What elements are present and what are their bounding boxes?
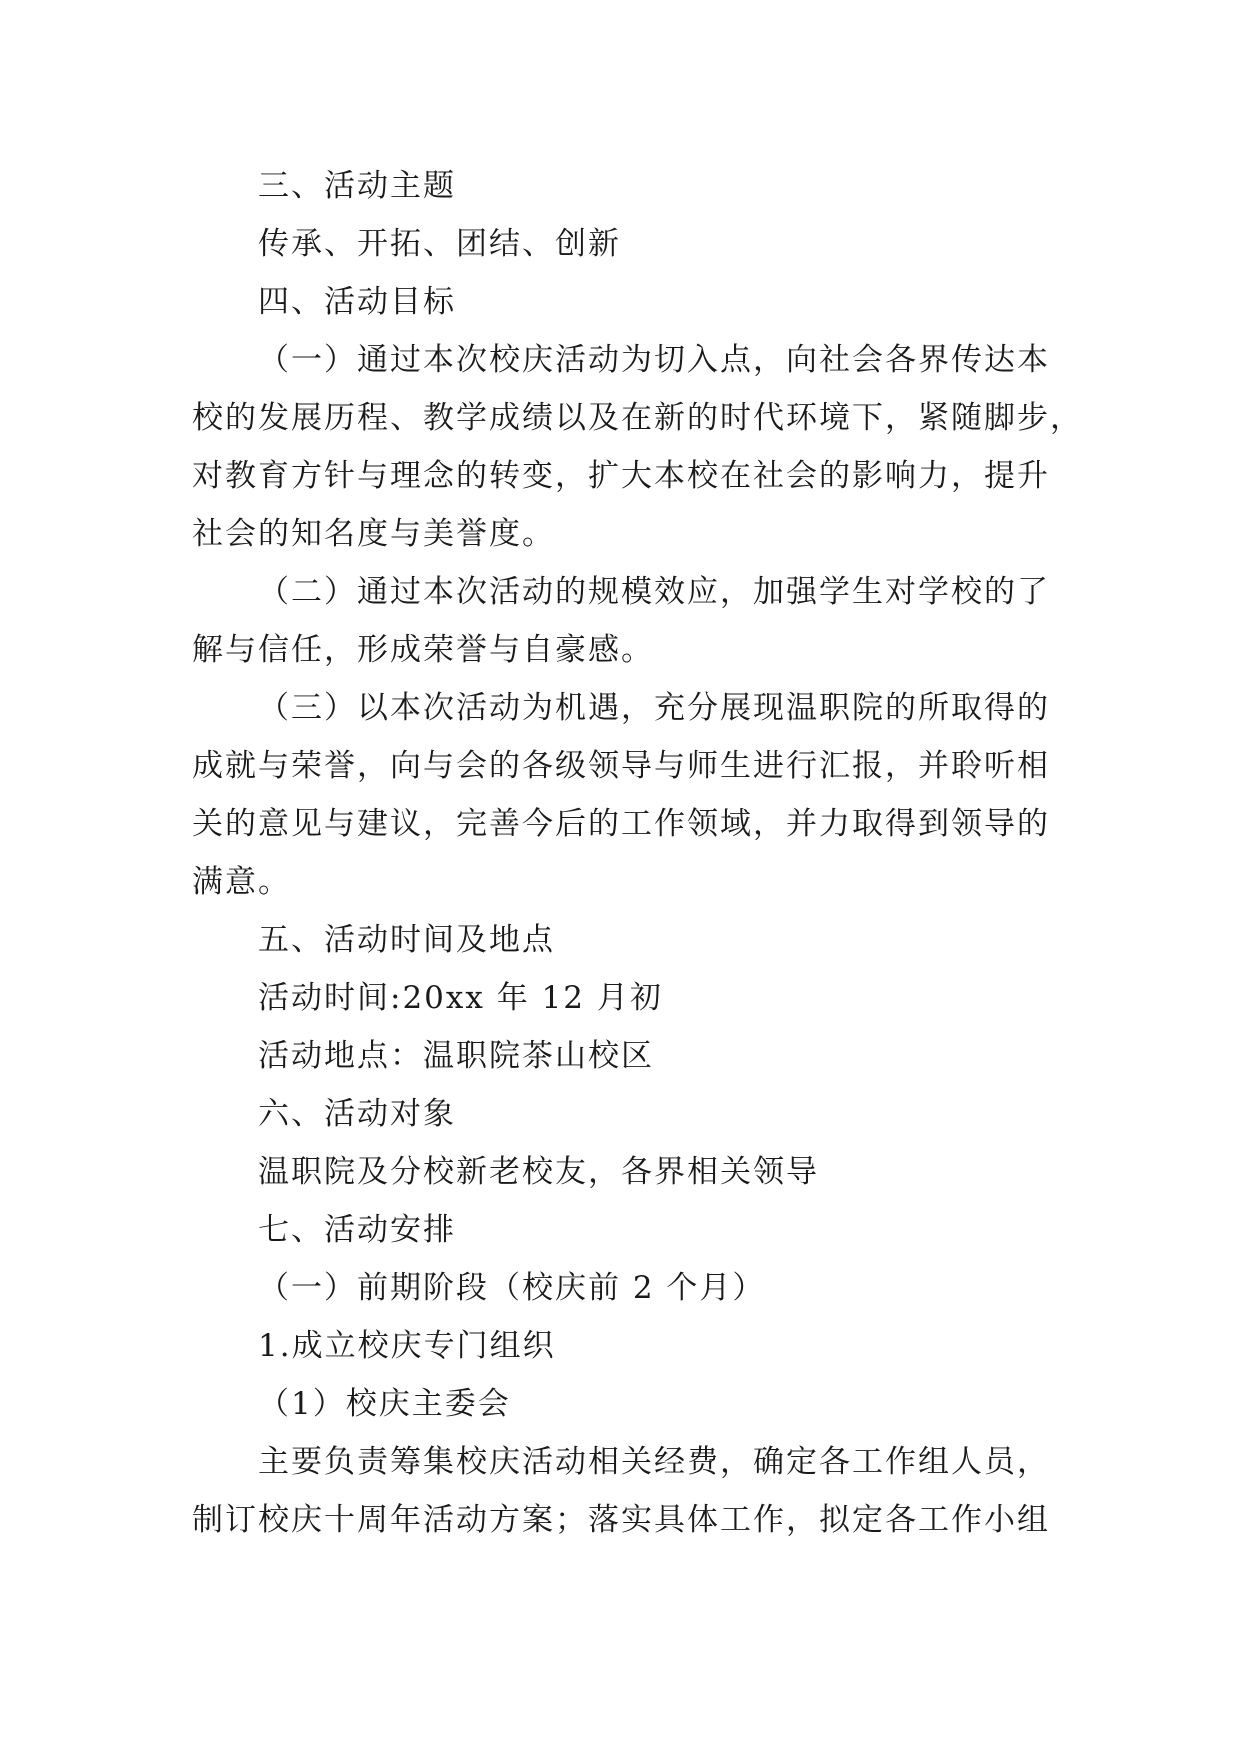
paragraph-line: 解与信任，形成荣誉与自豪感。 [192, 632, 654, 668]
heading-activity-audience: 六、活动对象 [258, 1096, 456, 1132]
heading-activity-arrangement: 七、活动安排 [258, 1212, 456, 1248]
paragraph-line: 社会的知名度与美誉度。 [192, 516, 555, 552]
list-item: （1）校庆主委会 [258, 1386, 511, 1422]
heading-activity-theme: 三、活动主题 [258, 168, 456, 204]
subheading-early-stage: （一）前期阶段（校庆前 2 个月） [258, 1270, 766, 1306]
list-item: 1.成立校庆专门组织 [258, 1328, 556, 1364]
paragraph-line: 主要负责筹集校庆活动相关经费，确定各工作组人员， [258, 1444, 1050, 1480]
heading-time-place: 五、活动时间及地点 [258, 922, 555, 958]
activity-time: 活动时间:20xx 年 12 月初 [258, 980, 663, 1016]
paragraph-line: 满意。 [192, 864, 291, 900]
paragraph-line: 成就与荣誉，向与会的各级领导与师生进行汇报，并聆听相 [192, 748, 1050, 784]
heading-activity-goals: 四、活动目标 [258, 284, 456, 320]
paragraph-line: 温职院及分校新老校友，各界相关领导 [258, 1154, 819, 1190]
paragraph-line: （三）以本次活动为机遇，充分展现温职院的所取得的 [258, 690, 1050, 726]
activity-place: 活动地点：温职院茶山校区 [258, 1038, 654, 1074]
paragraph-line: （二）通过本次活动的规模效应，加强学生对学校的了 [258, 574, 1050, 610]
paragraph-line: 关的意见与建议，完善今后的工作领域，并力取得到领导的 [192, 806, 1050, 842]
paragraph-line: 制订校庆十周年活动方案；落实具体工作，拟定各工作小组 [192, 1502, 1050, 1538]
paragraph-line: 对教育方针与理念的转变，扩大本校在社会的影响力，提升 [192, 458, 1050, 494]
paragraph-line: 传承、开拓、团结、创新 [258, 226, 621, 262]
paragraph-line: 校的发展历程、教学成绩以及在新的时代环境下，紧随脚步， [192, 400, 1083, 436]
paragraph-line: （一）通过本次校庆活动为切入点，向社会各界传达本 [258, 342, 1050, 378]
